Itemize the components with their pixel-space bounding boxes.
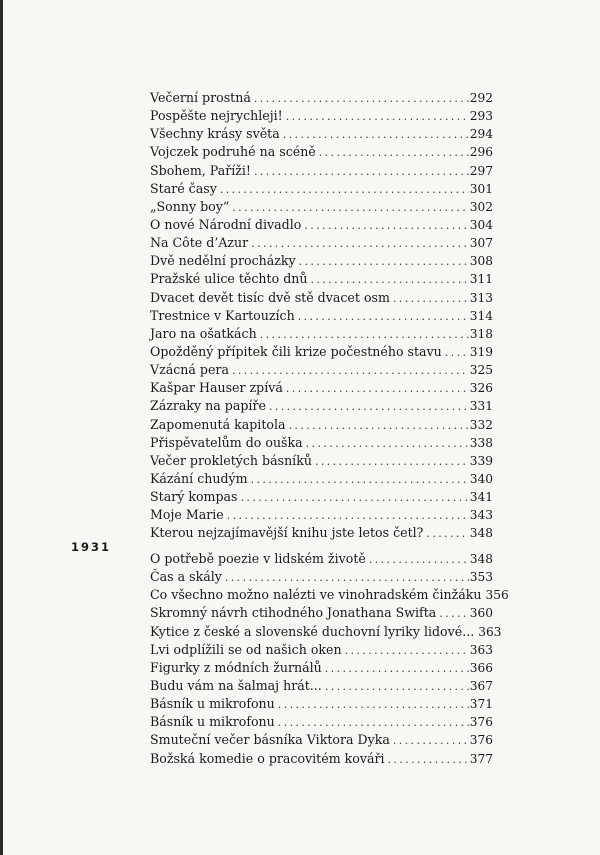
toc-entry-page-number: 294 — [469, 127, 493, 142]
toc-entry-title: Sbohem, Paříži! — [150, 162, 251, 178]
dot-leader — [393, 290, 469, 308]
toc-entry-page-number: 307 — [469, 236, 493, 251]
toc-entry-title: Přispěvatelům do ouška — [150, 434, 303, 450]
toc-entry-title: Lvi odplížili se od našich oken — [150, 641, 342, 657]
toc-entry-page-number: 338 — [469, 435, 493, 450]
toc-entry-title: O potřebě poezie v lidském životě — [150, 551, 366, 566]
toc-entry — [150, 143, 493, 161]
toc-entry-title: Zázraky na papíře — [150, 398, 266, 414]
toc-entry-page-number: 360 — [469, 606, 493, 621]
dot-leader — [286, 380, 469, 398]
dot-leader — [310, 271, 468, 289]
dot-leader — [306, 435, 469, 453]
dot-leader — [269, 398, 469, 416]
toc-entry — [150, 731, 493, 749]
toc-entry-page-number: 313 — [469, 290, 493, 305]
year-heading: 1931 — [71, 540, 112, 554]
toc-entry-page-number: 363 — [469, 642, 493, 657]
toc-entry-title: Co všechno možno nalézti ve vinohradském činžáku — [150, 587, 482, 603]
toc-entry-page-number: 326 — [469, 381, 493, 396]
toc-entry — [150, 677, 493, 695]
toc-entry — [150, 162, 493, 180]
toc-entry — [150, 289, 493, 307]
toc-entry — [150, 234, 493, 252]
dot-leader — [260, 326, 469, 344]
toc-entry — [150, 89, 493, 107]
dot-leader — [439, 605, 468, 623]
dot-leader — [232, 199, 468, 217]
toc-entry-title: Božská komedie o pracovitém kováři — [150, 750, 385, 766]
toc-entry-page-number: 348 — [469, 526, 493, 541]
toc-entry — [150, 713, 493, 731]
toc-entry — [150, 198, 493, 216]
toc-entry — [150, 524, 493, 542]
toc-entry-page-number: 318 — [469, 326, 493, 341]
toc-entry-title: Pospěšte nejrychleji! — [150, 108, 283, 124]
toc-entry-title: Pražské ulice těchto dnů — [150, 271, 308, 287]
toc-entry-page-number: 301 — [469, 181, 493, 196]
toc-entry-page-number: 367 — [469, 678, 493, 693]
toc-entry-title: Dvě nedělní procházky — [150, 253, 296, 269]
toc-entry-page-number: 343 — [469, 508, 493, 523]
toc-entry — [150, 659, 493, 677]
dot-leader — [393, 732, 469, 750]
toc-entry — [150, 379, 493, 397]
toc-entry-title: Čas a skály — [150, 569, 222, 585]
toc-entry-title: Kašpar Hauser zpívá — [150, 380, 283, 396]
toc-entry-page-number: 311 — [469, 272, 493, 287]
dot-leader — [289, 417, 469, 435]
dot-leader — [345, 642, 469, 660]
toc-entry-title: Opožděný přípitek čili krize počestného stavu — [150, 343, 442, 359]
toc-entry-page-number: 331 — [469, 399, 493, 414]
dot-leader — [369, 551, 469, 569]
toc-entry — [150, 623, 502, 641]
toc-entry — [150, 452, 493, 470]
toc-entry-title: Starý kompas — [150, 489, 238, 505]
toc-entry-title: Dvacet devět tisíc dvě stě dvacet osm — [150, 289, 390, 305]
dot-leader — [298, 308, 469, 326]
toc-entry-page-number: 293 — [469, 109, 493, 124]
dot-leader — [254, 90, 469, 108]
toc-entry-page-number: 376 — [469, 733, 493, 748]
toc-entry-page-number: 297 — [469, 163, 493, 178]
toc-entry — [150, 180, 493, 198]
dot-leader — [225, 569, 469, 587]
dot-leader — [426, 525, 468, 543]
toc-entry-page-number: 371 — [469, 697, 493, 712]
toc-entry-page-number: 319 — [469, 344, 493, 359]
toc-entry-page-number: 339 — [469, 453, 493, 468]
dot-leader — [315, 453, 469, 471]
toc-entry — [150, 434, 493, 452]
toc-entry-page-number: 308 — [469, 254, 493, 269]
dot-leader — [445, 344, 469, 362]
toc-entry — [150, 416, 493, 434]
toc-entry — [150, 695, 493, 713]
toc-entry-title: Večerní prostná — [150, 90, 251, 105]
toc-entry-title: Kázání chudým — [150, 470, 248, 486]
toc-entry — [150, 488, 493, 506]
toc-entry — [150, 470, 493, 488]
dot-leader — [220, 181, 469, 199]
toc-entry — [150, 307, 493, 325]
toc-entry-title: Staré časy — [150, 180, 217, 196]
toc-entry — [150, 107, 493, 125]
dot-leader — [254, 163, 469, 181]
toc-entry — [150, 586, 509, 604]
dot-leader — [325, 678, 469, 696]
toc-entry — [150, 125, 493, 143]
toc-entry — [150, 397, 493, 415]
toc-entry-title: Figurky z módních žurnálů — [150, 659, 322, 675]
dot-leader — [388, 751, 469, 769]
toc-entry-page-number: 353 — [469, 570, 493, 585]
dot-leader — [304, 217, 468, 235]
toc-entry-page-number: 292 — [469, 91, 493, 105]
toc-entry — [150, 750, 493, 768]
toc-entry — [150, 641, 493, 659]
dot-leader — [251, 471, 469, 489]
toc-entry-title: Budu vám na šalmaj hrát... — [150, 677, 322, 693]
toc-entry — [150, 506, 493, 524]
toc-entry — [150, 252, 493, 270]
dot-leader — [278, 696, 469, 714]
toc-entry — [150, 216, 493, 234]
toc-entry — [150, 604, 493, 622]
dot-leader — [278, 714, 469, 732]
toc-entry-title: Smuteční večer básníka Viktora Dyka — [150, 732, 390, 748]
toc-entry-title: Moje Marie — [150, 507, 224, 523]
toc-entry-title: O nové Národní divadlo — [150, 216, 302, 232]
toc-entry-page-number: 296 — [469, 145, 493, 160]
toc-entry-title: Vojczek podruhé na scéně — [150, 144, 316, 160]
toc-section-1930 — [150, 89, 493, 543]
toc-entry-title: Básník u mikrofonu — [150, 696, 275, 712]
toc-entry-page-number: 302 — [469, 199, 493, 214]
toc-entry-title: Všechny krásy světa — [150, 126, 280, 142]
dot-leader — [325, 660, 469, 678]
toc-entry-title: Básník u mikrofonu — [150, 714, 275, 730]
toc-entry-page-number: 377 — [469, 751, 493, 766]
toc-entry-page-number: 314 — [469, 308, 493, 323]
toc-entry — [150, 343, 493, 361]
toc-section-1931 — [150, 550, 509, 768]
dot-leader — [319, 144, 469, 162]
dot-leader — [227, 507, 469, 525]
toc-entry-page-number: 366 — [469, 660, 493, 675]
dot-leader — [232, 362, 469, 380]
toc-entry-page-number: 340 — [469, 471, 493, 486]
toc-entry-page-number: 325 — [469, 363, 493, 378]
toc-entry-title: Trestnice v Kartouzích — [150, 307, 295, 323]
toc-entry-title: Na Côte d’Azur — [150, 235, 249, 251]
toc-entry-title: Kterou nejzajímavější knihu jste letos četl? — [150, 525, 424, 541]
toc-entry — [150, 325, 493, 343]
dot-leader — [283, 126, 469, 144]
toc-entry-title: Kytice z české a slovenské duchovní lyriky lidové... — [150, 623, 475, 639]
dot-leader — [241, 489, 469, 507]
toc-entry — [150, 550, 493, 568]
dot-leader — [251, 235, 469, 253]
dot-leader — [299, 253, 469, 271]
toc-entry-title: Skromný návrh ctihodného Jonathana Swifta — [150, 605, 437, 621]
toc-entry — [150, 568, 493, 586]
dot-leader — [286, 108, 469, 126]
toc-entry-page-number: 376 — [469, 715, 493, 730]
toc-entry-page-number: 304 — [469, 217, 493, 232]
toc-entry-page-number: 332 — [469, 417, 493, 432]
toc-entry — [150, 270, 493, 288]
toc-entry-title: „Sonny boy“ — [150, 198, 230, 214]
toc-entry-title: Večer prokletých básníků — [150, 452, 312, 468]
toc-entry-page-number: 356 — [485, 588, 509, 603]
toc-entry-title: Zapomenutá kapitola — [150, 416, 286, 432]
toc-entry-page-number: 363 — [478, 624, 502, 639]
toc-entry — [150, 361, 493, 379]
toc-entry-title: Vzácná pera — [150, 362, 229, 378]
toc-entry-page-number: 341 — [469, 490, 493, 505]
toc-entry-title: Jaro na ošatkách — [150, 325, 257, 341]
toc-entry-page-number: 348 — [469, 552, 493, 566]
